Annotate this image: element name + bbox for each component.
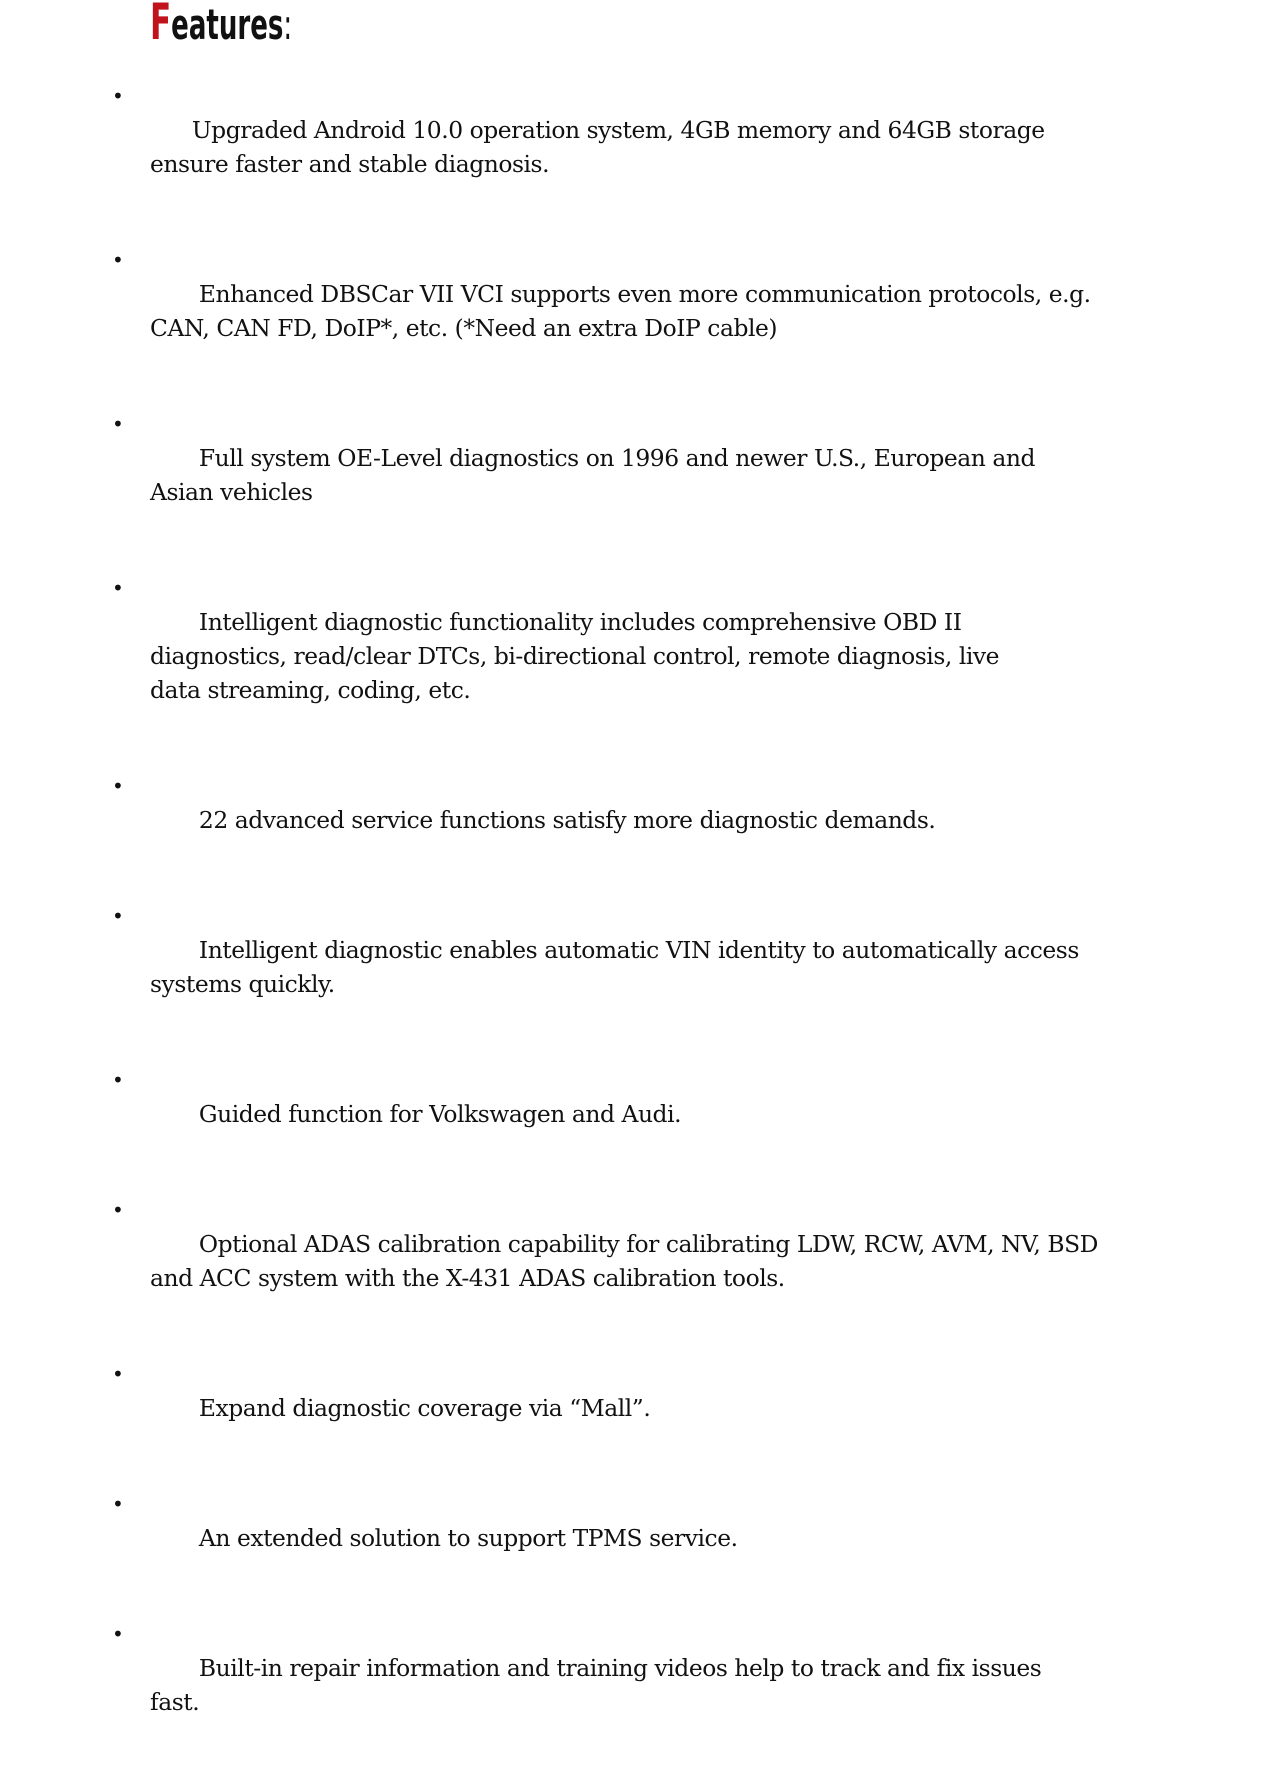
bullet-icon: • (112, 248, 124, 272)
feature-text: Intelligent diagnostic functionality includes comprehensive OBD II diagnostics, read/clear DTCs, bi-directional control, remote diagnosis, live data streaming, coding, etc. (150, 608, 1000, 704)
feature-text: Full system OE-Level diagnostics on 1996 and newer U.S., European and Asian vehicles (150, 444, 1036, 506)
features-list (0, 79, 1125, 1781)
bullet-icon: • (112, 774, 124, 798)
bullet-icon: • (112, 1198, 124, 1222)
feature-text: Upgraded Android 10.0 operation system, 4GB memory and 64GB storage ensure faster and stable diagnosis. (150, 116, 1045, 178)
bullet-icon: • (112, 576, 124, 600)
feature-text: Intelligent diagnostic enables automatic VIN identity to automatically access systems quickly. (150, 936, 1079, 998)
list-item (0, 243, 1125, 379)
list-item (0, 1193, 1125, 1329)
feature-text: Expand diagnostic coverage via “Mall”. (191, 1394, 651, 1422)
bullet-icon: • (112, 84, 124, 108)
feature-text: An extended solution to support TPMS service. (191, 1524, 738, 1552)
list-item (0, 1487, 1125, 1589)
heading-first-letter: F (150, 0, 172, 51)
bullet-icon: • (112, 1068, 124, 1092)
feature-text: Optional ADAS calibration capability for calibrating LDW, RCW, AVM, NV, BSD and ACC system with the X-431 ADAS calibration tools. (150, 1230, 1098, 1292)
list-item (0, 79, 1125, 215)
list-item (0, 407, 1125, 543)
feature-text: Guided function for Volkswagen and Audi. (191, 1100, 682, 1128)
heading-rest: eatures (171, 0, 284, 49)
bullet-icon: • (112, 1622, 124, 1646)
feature-text: Enhanced DBSCar VII VCI supports even more communication protocols, e.g. CAN, CAN FD, DoIP*, etc. (*Need an extra DoIP cable) (150, 280, 1091, 342)
feature-text: Built-in repair information and training videos help to track and fix issues fast. (150, 1654, 1042, 1716)
list-item (0, 769, 1125, 871)
bullet-icon: • (112, 1492, 124, 1516)
bullet-icon: • (112, 1362, 124, 1386)
bullet-icon: • (112, 412, 124, 436)
list-item (0, 571, 1125, 741)
list-item (0, 1063, 1125, 1165)
bullet-icon: • (112, 904, 124, 928)
feature-text: 22 advanced service functions satisfy more diagnostic demands. (191, 806, 936, 834)
list-item (0, 1617, 1125, 1753)
features-heading (150, 0, 292, 49)
heading-colon: : (283, 0, 293, 49)
list-item (0, 899, 1125, 1035)
list-item (0, 1357, 1125, 1459)
